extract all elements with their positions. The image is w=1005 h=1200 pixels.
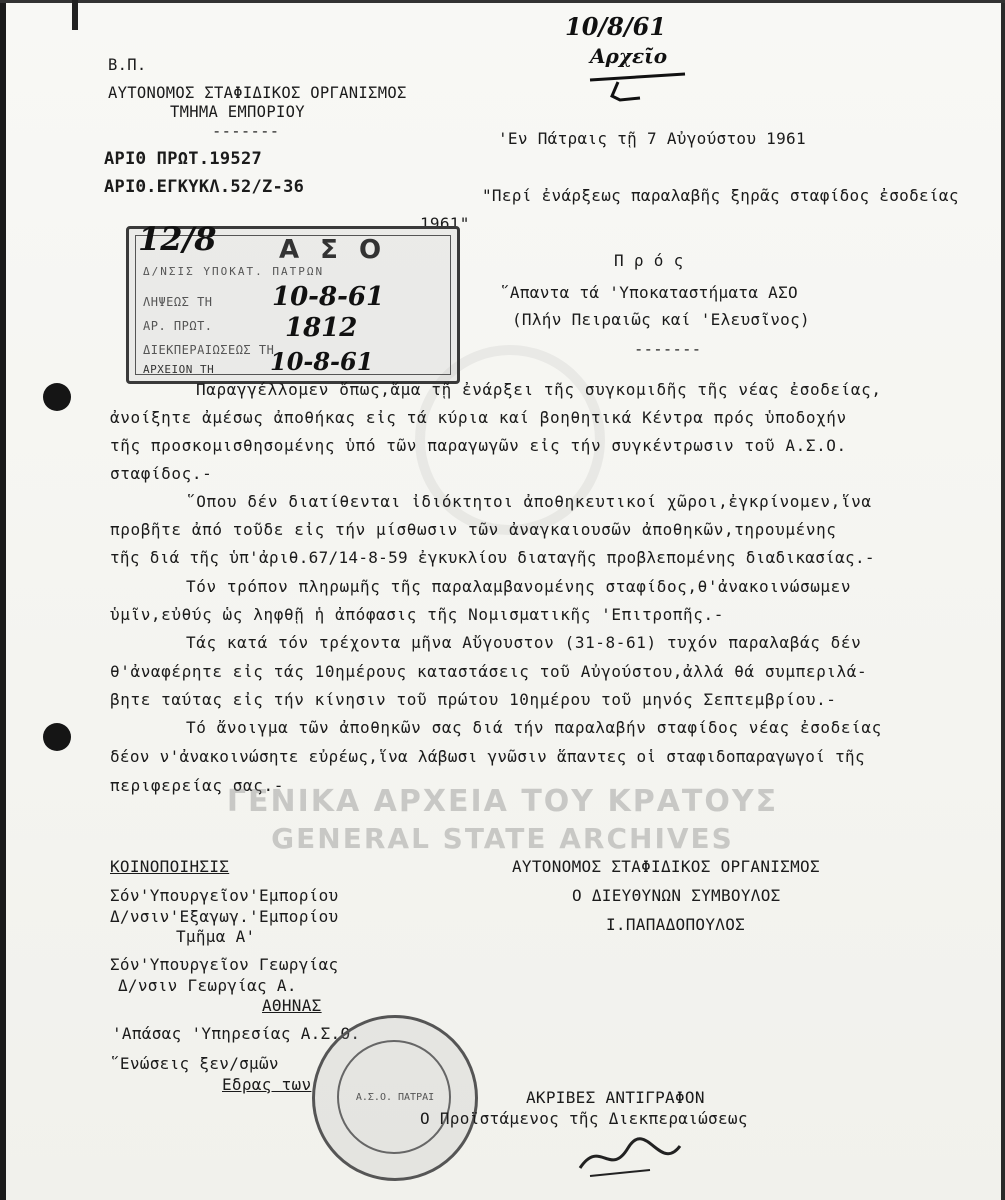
stamp-title: Α Σ Ο <box>279 235 388 265</box>
handwritten-signature-icon <box>570 1128 690 1188</box>
notification-line: Δ/νσιν Γεωργίας Α. <box>118 976 297 995</box>
watermark-greek: ΓΕΝΙΚΑ ΑΡΧΕΙΑ ΤΟΥ ΚΡΑΤΟΥΣ <box>226 784 779 819</box>
stamp-label-archive: ΑΡΧΕΙΟΝ ΤΗ <box>143 363 215 376</box>
notification-line: ῞Ενώσεις ξεν/σμῶν <box>110 1054 279 1073</box>
body-line: βητε ταύτας εἰς τήν κίνησιν τοῦ πρώτου 10ημέρου τοῦ μηνός Σεπτεμβρίου.- <box>110 690 837 709</box>
recipient-line-1: ῞Απαντα τά 'Υποκαταστήματα ΑΣΟ <box>500 283 798 302</box>
watermark-english: GENERAL STATE ARCHIVES <box>271 822 734 855</box>
handwritten-date: 10/8/61 <box>565 12 667 41</box>
body-line: τῆς προσκομισθησομένης ὑπό τῶν παραγωγῶν εἰς τήν συγκέντρωσιν τοῦ Α.Σ.Ο. <box>110 436 847 455</box>
body-line: περιφερείας σας.- <box>110 776 284 795</box>
body-line: Τάς κατά τόν τρέχοντα μῆνα Αὔγουστον (31-8-61) τυχόν παραλαβάς δέν <box>186 633 862 652</box>
notification-line: Τμῆμα Α' <box>176 927 256 946</box>
body-line: ἀνοίξητε ἀμέσως ἀποθήκας εἰς τά κύρια καί βοηθητικά Κέντρα πρός ὑποδοχήν <box>110 408 847 427</box>
punch-hole-top <box>43 383 71 411</box>
body-line: Παραγγέλλομεν ὅπως,ἅμα τῇ ἐνάρξει τῆς συγκομιδῆς τῆς νέας ἐσοδείας, <box>196 380 882 399</box>
copy-note-role: Ο Προϊστάμενος τῆς Διεκπεραιώσεως <box>420 1109 748 1128</box>
signature-role: Ο ΔΙΕΥΘΥΝΩΝ ΣΥΜΒΟΥΛΟΣ <box>572 886 781 905</box>
body-line: ῞Οπου δέν διατίθενται ἰδιόκτητοι ἀποθηκευτικοί χῶροι,ἐγκρίνομεν,ἵνα <box>186 492 872 511</box>
protocol-number: ΑΡΙΘ ΠΡΩΤ.19527 <box>104 149 263 169</box>
circular-number: ΑΡΙΘ.ΕΓΚΥΚΛ.52/Ζ-36 <box>104 177 305 197</box>
subject-line-1: "Περί ἐνάρξεως παραλαβῆς ξηρᾶς σταφίδος ἐσοδείας <box>482 186 959 205</box>
punch-hole-bottom <box>43 723 71 751</box>
notification-line: ΑΘΗΝΑΣ <box>262 996 322 1015</box>
top-corner-mark <box>72 0 78 30</box>
notification-line: Εδρας των <box>222 1075 312 1094</box>
stamp-hand-top: 12/8 <box>138 220 217 258</box>
signature-name: Ι.ΠΑΠΑΔΟΠΟΥΛΟΣ <box>606 915 746 934</box>
stamp-hand-date-2: 10-8-61 <box>270 347 374 376</box>
recipient-line-2: (Πλήν Πειραιῶς καί 'Ελευσῖνος) <box>512 310 810 329</box>
notification-line: Σόν'Υπουργεῖον Γεωργίας <box>110 955 339 974</box>
body-line: ὑμῖν,εὐθύς ὡς ληφθῇ ἡ ἀπόφασις τῆς Νομισματικῆς 'Επιτροπῆς.- <box>110 605 724 624</box>
body-line: προβῆτε ἀπό τοῦδε εἰς τήν μίσθωσιν τῶν ἀναγκαιουσῶν ἀποθηκῶν,τηρουμένης <box>110 520 837 539</box>
stamp-label-dispatch: ΔΙΕΚΠΕΡΑΙΩΣΕΩΣ ΤΗ <box>143 343 275 357</box>
scan-edge-right <box>1001 0 1005 1200</box>
notification-line: 'Απάσας 'Υπηρεσίας Α.Σ.Ο. <box>112 1024 361 1043</box>
place-date: 'Εν Πάτραις τῇ 7 Αὐγούστου 1961 <box>498 129 806 148</box>
notification-line: Σόν'Υπουργεῖον'Εμπορίου <box>110 886 339 905</box>
header-org: ΑΥΤΟΝΟΜΟΣ ΣΤΑΦΙΔΙΚΟΣ ΟΡΓΑΝΙΣΜΟΣ <box>108 84 407 102</box>
scan-edge-top <box>0 0 1005 3</box>
stamp-label-protocol: ΑΡ. ΠΡΩΤ. <box>143 319 213 333</box>
body-line: τῆς διά τῆς ὑπ'ἀριθ.67/14-8-59 ἐγκυκλίου διαταγῆς προβλεπομένης διαδικασίας.- <box>110 548 875 567</box>
seal-text: Α.Σ.Ο. ΠΑΤΡΑΙ <box>355 1092 435 1103</box>
notification-line: Δ/νσιν'Εξαγωγ.'Εμπορίου <box>110 907 339 926</box>
body-line: Τό ἄνοιγμα τῶν ἀποθηκῶν σας διά τήν παραλαβήν σταφίδος νέας ἐσοδείας <box>186 718 882 737</box>
notifications-heading: ΚΟΙΝΟΠΟΙΗΣΙΣ <box>110 857 230 876</box>
copy-note-title: ΑΚΡΙΒΕΣ ΑΝΤΙΓΡΑΦΟΝ <box>526 1088 705 1107</box>
stamp-label-received: ΛΗΨΕΩΣ ΤΗ <box>143 295 213 309</box>
handwritten-archive-note: Αρχεῖο <box>590 44 668 68</box>
body-line: θ'ἀναφέρητε εἰς τάς 10ημέρους καταστάσεις τοῦ Αὐγούστου,ἀλλά θά συμπεριλά- <box>110 662 868 681</box>
body-line: Τόν τρόπον πληρωμῆς τῆς παραλαμβανομένης σταφίδος,θ'ἀνακοινώσωμεν <box>186 577 852 596</box>
handwritten-scribble-icon <box>580 60 690 110</box>
body-line: δέον ν'ἀνακοινώσητε εὐρέως,ἵνα λάβωσι γνῶσιν ἅπαντες οἱ σταφιδοπαραγωγοί τῆς <box>110 747 865 766</box>
header-rule: ------- <box>212 122 280 140</box>
recipient-rule: ------- <box>634 340 702 358</box>
stamp-hand-number: 1812 <box>285 313 358 343</box>
stamp-subtitle: Δ/ΝΣΙΣ ΥΠΟΚΑΤ. ΠΑΤΡΩΝ <box>143 265 325 278</box>
subject-line-2: 1961" <box>420 214 470 233</box>
stamp-hand-date-1: 10-8-61 <box>272 282 385 312</box>
official-seal <box>312 1015 478 1181</box>
recipient-pros: Π ρ ό ς <box>614 251 684 270</box>
header-initials: Β.Π. <box>108 56 147 74</box>
body-line: σταφίδος.- <box>110 464 213 483</box>
signature-org: ΑΥΤΟΝΟΜΟΣ ΣΤΑΦΙΔΙΚΟΣ ΟΡΓΑΝΙΣΜΟΣ <box>512 857 820 876</box>
header-dept: ΤΜΗΜΑ ΕΜΠΟΡΙΟΥ <box>170 103 305 121</box>
scan-edge-left <box>0 0 6 1200</box>
